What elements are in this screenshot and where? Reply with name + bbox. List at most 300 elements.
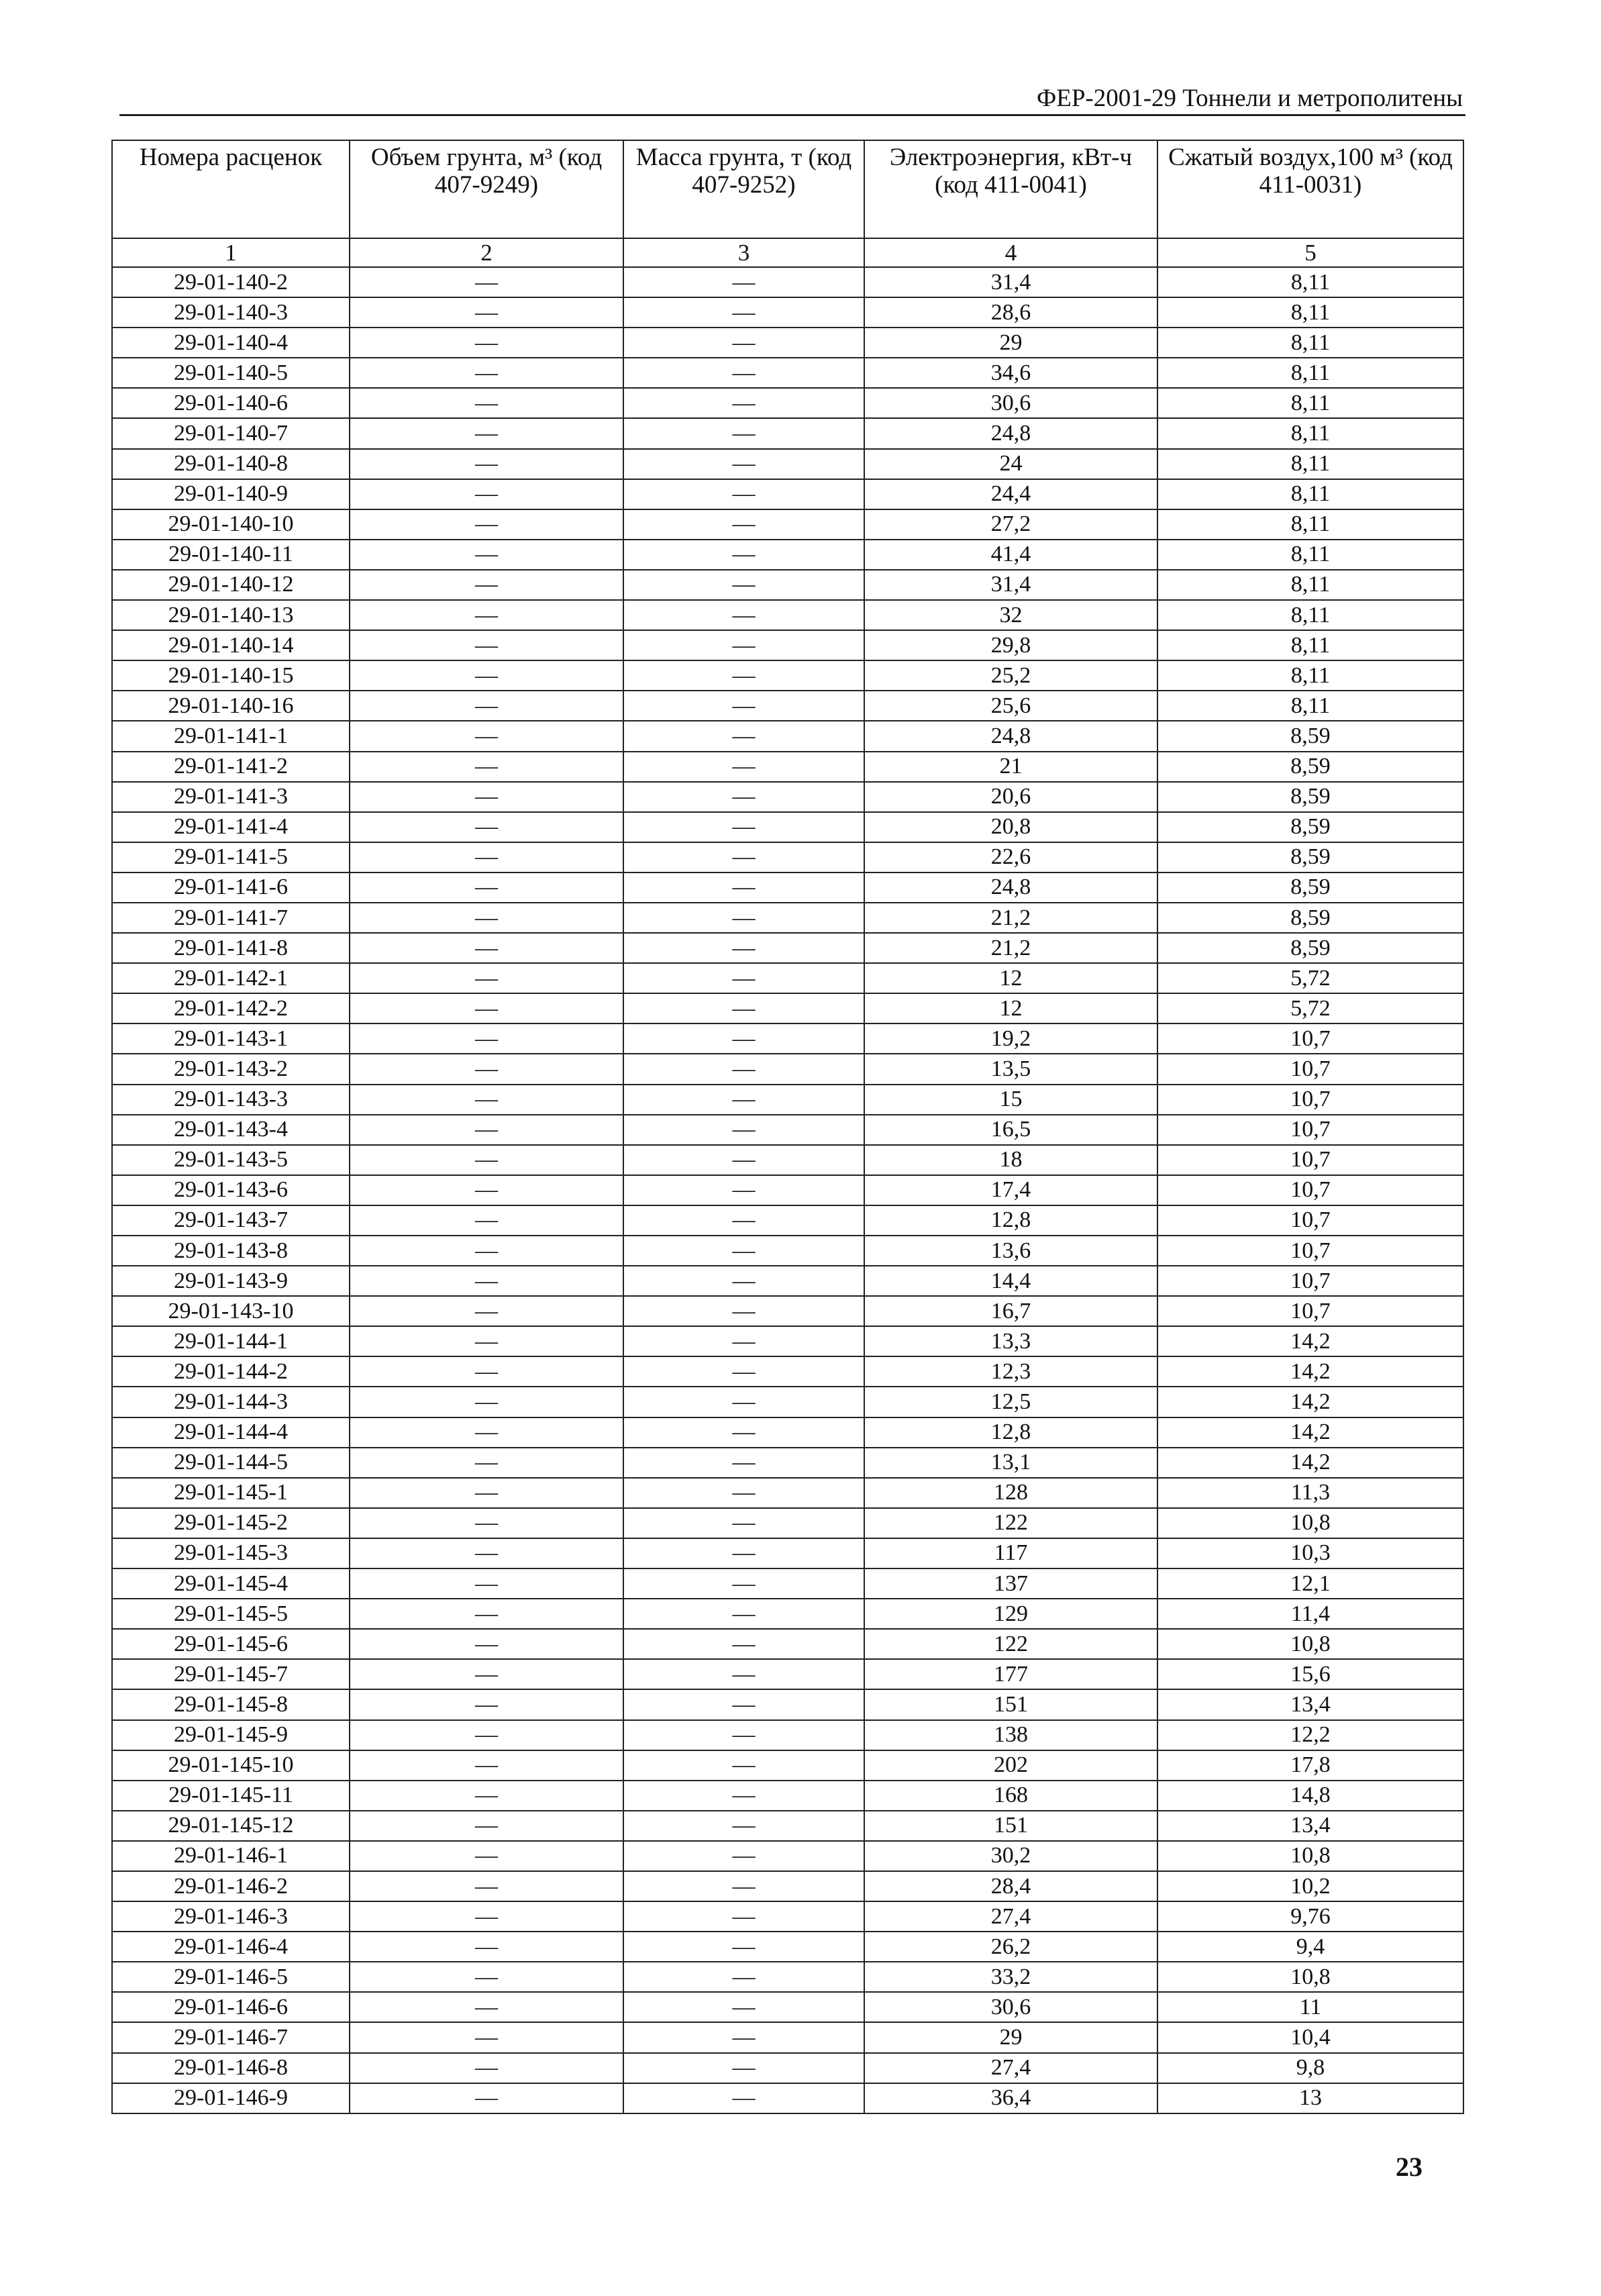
rate-number-cell: 29-01-146-5 xyxy=(112,1962,350,1992)
electricity-cell: 12 xyxy=(864,993,1157,1024)
table-row xyxy=(112,1145,1463,1175)
soil-volume-cell: — xyxy=(350,2083,623,2113)
rate-number-cell: 29-01-140-11 xyxy=(112,540,350,570)
table-row xyxy=(112,993,1463,1024)
rate-number-cell: 29-01-143-6 xyxy=(112,1175,350,1205)
compressed-air-cell: 10,7 xyxy=(1157,1115,1463,1145)
rate-number-cell: 29-01-141-3 xyxy=(112,782,350,812)
soil-mass-cell: — xyxy=(623,1720,864,1750)
compressed-air-cell: 8,11 xyxy=(1157,297,1463,328)
soil-mass-cell: — xyxy=(623,993,864,1024)
soil-mass-cell: — xyxy=(623,721,864,751)
table-row xyxy=(112,1115,1463,1145)
table-row xyxy=(112,1811,1463,1841)
electricity-cell: 33,2 xyxy=(864,1962,1157,1992)
rate-number-cell: 29-01-143-4 xyxy=(112,1115,350,1145)
electricity-cell: 30,2 xyxy=(864,1841,1157,1871)
soil-mass-cell: — xyxy=(623,1417,864,1448)
compressed-air-cell: 10,7 xyxy=(1157,1085,1463,1115)
rate-number-cell: 29-01-140-6 xyxy=(112,388,350,418)
rate-number-cell: 29-01-143-9 xyxy=(112,1266,350,1296)
rate-number-cell: 29-01-140-3 xyxy=(112,297,350,328)
soil-volume-cell: — xyxy=(350,1750,623,1781)
soil-volume-cell: — xyxy=(350,812,623,842)
electricity-cell: 26,2 xyxy=(864,1932,1157,1962)
soil-mass-cell: — xyxy=(623,1024,864,1054)
rate-number-cell: 29-01-140-16 xyxy=(112,691,350,721)
soil-volume-cell: — xyxy=(350,903,623,933)
rate-number-cell: 29-01-140-10 xyxy=(112,509,350,540)
electricity-cell: 31,4 xyxy=(864,267,1157,297)
electricity-cell: 36,4 xyxy=(864,2083,1157,2113)
header-rule xyxy=(119,114,1465,116)
table-row xyxy=(112,1841,1463,1871)
soil-mass-cell: — xyxy=(623,1296,864,1326)
table-row xyxy=(112,1508,1463,1538)
soil-volume-cell: — xyxy=(350,1781,623,1811)
rate-number-cell: 29-01-146-9 xyxy=(112,2083,350,2113)
table-row xyxy=(112,388,1463,418)
table-row xyxy=(112,872,1463,903)
table-row xyxy=(112,721,1463,751)
compressed-air-cell: 8,59 xyxy=(1157,721,1463,751)
soil-mass-cell: — xyxy=(623,1266,864,1296)
table-row xyxy=(112,1901,1463,1932)
table-row xyxy=(112,358,1463,388)
compressed-air-cell: 8,11 xyxy=(1157,388,1463,418)
table-row xyxy=(112,1720,1463,1750)
soil-mass-cell: — xyxy=(623,1750,864,1781)
table-row xyxy=(112,1024,1463,1054)
soil-volume-cell: — xyxy=(350,691,623,721)
compressed-air-cell: 8,11 xyxy=(1157,660,1463,691)
electricity-cell: 24,8 xyxy=(864,872,1157,903)
table-row xyxy=(112,812,1463,842)
compressed-air-cell: 8,59 xyxy=(1157,752,1463,782)
soil-mass-cell: — xyxy=(623,691,864,721)
rate-number-cell: 29-01-143-5 xyxy=(112,1145,350,1175)
soil-mass-cell: — xyxy=(623,1508,864,1538)
rate-number-cell: 29-01-145-3 xyxy=(112,1538,350,1568)
soil-volume-cell: — xyxy=(350,1720,623,1750)
soil-mass-cell: — xyxy=(623,1478,864,1508)
soil-volume-cell: — xyxy=(350,1841,623,1871)
soil-mass-cell: — xyxy=(623,872,864,903)
compressed-air-cell: 8,11 xyxy=(1157,449,1463,479)
soil-volume-cell: — xyxy=(350,933,623,963)
rate-number-cell: 29-01-143-8 xyxy=(112,1236,350,1266)
rate-number-cell: 29-01-145-11 xyxy=(112,1781,350,1811)
electricity-cell: 19,2 xyxy=(864,1024,1157,1054)
rate-number-cell: 29-01-141-2 xyxy=(112,752,350,782)
rate-number-cell: 29-01-144-2 xyxy=(112,1356,350,1387)
soil-mass-cell: — xyxy=(623,570,864,600)
table-row xyxy=(112,752,1463,782)
compressed-air-cell: 10,8 xyxy=(1157,1841,1463,1871)
rate-number-cell: 29-01-145-5 xyxy=(112,1599,350,1629)
table-row xyxy=(112,600,1463,630)
soil-volume-cell: — xyxy=(350,449,623,479)
electricity-cell: 117 xyxy=(864,1538,1157,1568)
soil-volume-cell: — xyxy=(350,418,623,448)
column-header-rate-number: Номера расценок xyxy=(112,140,350,238)
soil-volume-cell: — xyxy=(350,2022,623,2052)
soil-mass-cell: — xyxy=(623,1387,864,1417)
soil-volume-cell: — xyxy=(350,1538,623,1568)
soil-volume-cell: — xyxy=(350,1932,623,1962)
soil-volume-cell: — xyxy=(350,782,623,812)
compressed-air-cell: 8,59 xyxy=(1157,872,1463,903)
soil-volume-cell: — xyxy=(350,1478,623,1508)
soil-volume-cell: — xyxy=(350,1085,623,1115)
electricity-cell: 16,7 xyxy=(864,1296,1157,1326)
table-row xyxy=(112,933,1463,963)
table-row xyxy=(112,903,1463,933)
soil-mass-cell: — xyxy=(623,1689,864,1719)
rate-number-cell: 29-01-145-9 xyxy=(112,1720,350,1750)
compressed-air-cell: 8,59 xyxy=(1157,933,1463,963)
table-row xyxy=(112,1387,1463,1417)
soil-mass-cell: — xyxy=(623,933,864,963)
soil-volume-cell: — xyxy=(350,1387,623,1417)
electricity-cell: 34,6 xyxy=(864,358,1157,388)
rates-table xyxy=(111,140,1464,2114)
compressed-air-cell: 8,11 xyxy=(1157,509,1463,540)
page-number: 23 xyxy=(1396,2152,1423,2182)
table-row xyxy=(112,1932,1463,1962)
rate-number-cell: 29-01-143-7 xyxy=(112,1205,350,1236)
soil-mass-cell: — xyxy=(623,842,864,872)
rate-number-cell: 29-01-142-1 xyxy=(112,963,350,993)
soil-volume-cell: — xyxy=(350,1236,623,1266)
soil-mass-cell: — xyxy=(623,1629,864,1659)
electricity-cell: 20,6 xyxy=(864,782,1157,812)
electricity-cell: 21 xyxy=(864,752,1157,782)
rate-number-cell: 29-01-140-9 xyxy=(112,479,350,509)
compressed-air-cell: 10,4 xyxy=(1157,2022,1463,2052)
compressed-air-cell: 5,72 xyxy=(1157,963,1463,993)
compressed-air-cell: 10,7 xyxy=(1157,1175,1463,1205)
soil-volume-cell: — xyxy=(350,721,623,751)
rate-number-cell: 29-01-144-5 xyxy=(112,1448,350,1478)
compressed-air-cell: 8,11 xyxy=(1157,418,1463,448)
table-row xyxy=(112,2022,1463,2052)
soil-mass-cell: — xyxy=(623,418,864,448)
electricity-cell: 29,8 xyxy=(864,630,1157,660)
table-row xyxy=(112,1054,1463,1084)
compressed-air-cell: 11,3 xyxy=(1157,1478,1463,1508)
table-row xyxy=(112,782,1463,812)
compressed-air-cell: 10,7 xyxy=(1157,1266,1463,1296)
soil-volume-cell: — xyxy=(350,1901,623,1932)
soil-volume-cell: — xyxy=(350,2053,623,2083)
soil-mass-cell: — xyxy=(623,903,864,933)
electricity-cell: 32 xyxy=(864,600,1157,630)
table-row xyxy=(112,418,1463,448)
compressed-air-cell: 8,11 xyxy=(1157,600,1463,630)
soil-mass-cell: — xyxy=(623,540,864,570)
electricity-cell: 12,8 xyxy=(864,1205,1157,1236)
soil-volume-cell: — xyxy=(350,328,623,358)
rate-number-cell: 29-01-145-4 xyxy=(112,1568,350,1599)
electricity-cell: 12,8 xyxy=(864,1417,1157,1448)
soil-volume-cell: — xyxy=(350,600,623,630)
electricity-cell: 13,1 xyxy=(864,1448,1157,1478)
rate-number-cell: 29-01-141-1 xyxy=(112,721,350,751)
rate-number-cell: 29-01-146-1 xyxy=(112,1841,350,1871)
table-row xyxy=(112,570,1463,600)
electricity-cell: 27,4 xyxy=(864,1901,1157,1932)
soil-volume-cell: — xyxy=(350,1054,623,1084)
table-row xyxy=(112,1599,1463,1629)
soil-volume-cell: — xyxy=(350,267,623,297)
soil-volume-cell: — xyxy=(350,358,623,388)
rate-number-cell: 29-01-146-8 xyxy=(112,2053,350,2083)
column-header-soil-volume: Объем грунта, м³ (код 407-9249) xyxy=(350,140,623,238)
rate-number-cell: 29-01-144-1 xyxy=(112,1326,350,1356)
table-row xyxy=(112,1992,1463,2022)
table-row xyxy=(112,1266,1463,1296)
soil-volume-cell: — xyxy=(350,1629,623,1659)
soil-volume-cell: — xyxy=(350,1145,623,1175)
electricity-cell: 28,4 xyxy=(864,1871,1157,1901)
soil-volume-cell: — xyxy=(350,630,623,660)
table-row xyxy=(112,1326,1463,1356)
rate-number-cell: 29-01-145-12 xyxy=(112,1811,350,1841)
table-row xyxy=(112,1659,1463,1689)
soil-volume-cell: — xyxy=(350,1417,623,1448)
soil-volume-cell: — xyxy=(350,540,623,570)
table-row xyxy=(112,1296,1463,1326)
rate-number-cell: 29-01-146-3 xyxy=(112,1901,350,1932)
soil-mass-cell: — xyxy=(623,660,864,691)
soil-mass-cell: — xyxy=(623,449,864,479)
rate-number-cell: 29-01-145-1 xyxy=(112,1478,350,1508)
rate-number-cell: 29-01-145-6 xyxy=(112,1629,350,1659)
soil-mass-cell: — xyxy=(623,1356,864,1387)
rate-number-cell: 29-01-141-7 xyxy=(112,903,350,933)
electricity-cell: 151 xyxy=(864,1689,1157,1719)
soil-volume-cell: — xyxy=(350,1175,623,1205)
table-row xyxy=(112,479,1463,509)
table-row xyxy=(112,1175,1463,1205)
soil-mass-cell: — xyxy=(623,1085,864,1115)
compressed-air-cell: 8,11 xyxy=(1157,267,1463,297)
compressed-air-cell: 14,2 xyxy=(1157,1448,1463,1478)
electricity-cell: 24,8 xyxy=(864,721,1157,751)
soil-volume-cell: — xyxy=(350,1448,623,1478)
table-row xyxy=(112,2083,1463,2113)
table-body xyxy=(112,267,1463,2113)
soil-volume-cell: — xyxy=(350,509,623,540)
table-row xyxy=(112,267,1463,297)
rate-number-cell: 29-01-143-10 xyxy=(112,1296,350,1326)
soil-volume-cell: — xyxy=(350,963,623,993)
soil-volume-cell: — xyxy=(350,993,623,1024)
electricity-cell: 168 xyxy=(864,1781,1157,1811)
compressed-air-cell: 14,2 xyxy=(1157,1326,1463,1356)
electricity-cell: 13,6 xyxy=(864,1236,1157,1266)
electricity-cell: 15 xyxy=(864,1085,1157,1115)
table-row xyxy=(112,1205,1463,1236)
electricity-cell: 29 xyxy=(864,328,1157,358)
compressed-air-cell: 10,7 xyxy=(1157,1236,1463,1266)
electricity-cell: 12 xyxy=(864,963,1157,993)
compressed-air-cell: 5,72 xyxy=(1157,993,1463,1024)
electricity-cell: 21,2 xyxy=(864,903,1157,933)
rate-number-cell: 29-01-145-2 xyxy=(112,1508,350,1538)
soil-mass-cell: — xyxy=(623,1448,864,1478)
electricity-cell: 24 xyxy=(864,449,1157,479)
soil-mass-cell: — xyxy=(623,1932,864,1962)
compressed-air-cell: 8,11 xyxy=(1157,328,1463,358)
electricity-cell: 22,6 xyxy=(864,842,1157,872)
electricity-cell: 138 xyxy=(864,1720,1157,1750)
soil-mass-cell: — xyxy=(623,1841,864,1871)
table-row xyxy=(112,328,1463,358)
column-header-soil-mass: Масса грунта, т (код 407-9252) xyxy=(623,140,864,238)
table-row xyxy=(112,1871,1463,1901)
compressed-air-cell: 8,11 xyxy=(1157,691,1463,721)
table-row xyxy=(112,1689,1463,1719)
compressed-air-cell: 10,8 xyxy=(1157,1962,1463,1992)
compressed-air-cell: 13 xyxy=(1157,2083,1463,2113)
soil-volume-cell: — xyxy=(350,872,623,903)
soil-mass-cell: — xyxy=(623,1054,864,1084)
soil-mass-cell: — xyxy=(623,1175,864,1205)
table-row xyxy=(112,540,1463,570)
rate-number-cell: 29-01-140-8 xyxy=(112,449,350,479)
compressed-air-cell: 10,7 xyxy=(1157,1296,1463,1326)
electricity-cell: 16,5 xyxy=(864,1115,1157,1145)
soil-mass-cell: — xyxy=(623,1115,864,1145)
electricity-cell: 129 xyxy=(864,1599,1157,1629)
column-header-electricity: Электроэнергия, кВт-ч (код 411-0041) xyxy=(864,140,1157,238)
column-number: 5 xyxy=(1157,238,1463,267)
table-row xyxy=(112,1629,1463,1659)
electricity-cell: 31,4 xyxy=(864,570,1157,600)
soil-mass-cell: — xyxy=(623,358,864,388)
rate-number-cell: 29-01-141-6 xyxy=(112,872,350,903)
table-row xyxy=(112,1962,1463,1992)
soil-mass-cell: — xyxy=(623,1538,864,1568)
rate-number-cell: 29-01-140-13 xyxy=(112,600,350,630)
rate-number-cell: 29-01-145-7 xyxy=(112,1659,350,1689)
table-row xyxy=(112,963,1463,993)
rate-number-cell: 29-01-146-6 xyxy=(112,1992,350,2022)
soil-volume-cell: — xyxy=(350,1024,623,1054)
soil-mass-cell: — xyxy=(623,1992,864,2022)
rate-number-cell: 29-01-144-3 xyxy=(112,1387,350,1417)
table-row xyxy=(112,1236,1463,1266)
electricity-cell: 13,3 xyxy=(864,1326,1157,1356)
electricity-cell: 24,4 xyxy=(864,479,1157,509)
rate-number-cell: 29-01-140-5 xyxy=(112,358,350,388)
electricity-cell: 17,4 xyxy=(864,1175,1157,1205)
rate-number-cell: 29-01-143-1 xyxy=(112,1024,350,1054)
soil-mass-cell: — xyxy=(623,479,864,509)
rate-number-cell: 29-01-141-4 xyxy=(112,812,350,842)
soil-mass-cell: — xyxy=(623,2022,864,2052)
rate-number-cell: 29-01-144-4 xyxy=(112,1417,350,1448)
electricity-cell: 18 xyxy=(864,1145,1157,1175)
rate-number-cell: 29-01-145-8 xyxy=(112,1689,350,1719)
table-row xyxy=(112,691,1463,721)
electricity-cell: 12,5 xyxy=(864,1387,1157,1417)
electricity-cell: 137 xyxy=(864,1568,1157,1599)
compressed-air-cell: 12,1 xyxy=(1157,1568,1463,1599)
soil-mass-cell: — xyxy=(623,267,864,297)
compressed-air-cell: 8,11 xyxy=(1157,358,1463,388)
compressed-air-cell: 8,11 xyxy=(1157,630,1463,660)
compressed-air-cell: 10,7 xyxy=(1157,1205,1463,1236)
column-number: 3 xyxy=(623,238,864,267)
table-row xyxy=(112,297,1463,328)
column-header-compressed-air: Сжатый воздух,100 м³ (код 411-0031) xyxy=(1157,140,1463,238)
electricity-cell: 12,3 xyxy=(864,1356,1157,1387)
running-header-title: ФЕР-2001-29 Тоннели и метрополитены xyxy=(1037,85,1463,112)
rate-number-cell: 29-01-140-14 xyxy=(112,630,350,660)
soil-mass-cell: — xyxy=(623,2083,864,2113)
soil-volume-cell: — xyxy=(350,1992,623,2022)
soil-mass-cell: — xyxy=(623,1326,864,1356)
electricity-cell: 25,2 xyxy=(864,660,1157,691)
electricity-cell: 25,6 xyxy=(864,691,1157,721)
soil-mass-cell: — xyxy=(623,1568,864,1599)
table-row xyxy=(112,1568,1463,1599)
compressed-air-cell: 8,11 xyxy=(1157,540,1463,570)
compressed-air-cell: 9,8 xyxy=(1157,2053,1463,2083)
compressed-air-cell: 13,4 xyxy=(1157,1689,1463,1719)
compressed-air-cell: 17,8 xyxy=(1157,1750,1463,1781)
electricity-cell: 21,2 xyxy=(864,933,1157,963)
electricity-cell: 20,8 xyxy=(864,812,1157,842)
compressed-air-cell: 10,8 xyxy=(1157,1629,1463,1659)
table-row xyxy=(112,660,1463,691)
electricity-cell: 151 xyxy=(864,1811,1157,1841)
electricity-cell: 30,6 xyxy=(864,1992,1157,2022)
table-row xyxy=(112,1781,1463,1811)
electricity-cell: 202 xyxy=(864,1750,1157,1781)
soil-mass-cell: — xyxy=(623,2053,864,2083)
compressed-air-cell: 10,3 xyxy=(1157,1538,1463,1568)
soil-volume-cell: — xyxy=(350,1811,623,1841)
table-row xyxy=(112,449,1463,479)
compressed-air-cell: 9,4 xyxy=(1157,1932,1463,1962)
soil-mass-cell: — xyxy=(623,1599,864,1629)
soil-volume-cell: — xyxy=(350,297,623,328)
soil-mass-cell: — xyxy=(623,1781,864,1811)
soil-mass-cell: — xyxy=(623,600,864,630)
soil-volume-cell: — xyxy=(350,1296,623,1326)
soil-mass-cell: — xyxy=(623,752,864,782)
compressed-air-cell: 8,59 xyxy=(1157,812,1463,842)
table-row xyxy=(112,1478,1463,1508)
rate-number-cell: 29-01-140-15 xyxy=(112,660,350,691)
compressed-air-cell: 14,2 xyxy=(1157,1356,1463,1387)
soil-volume-cell: — xyxy=(350,1689,623,1719)
compressed-air-cell: 12,2 xyxy=(1157,1720,1463,1750)
rate-number-cell: 29-01-140-4 xyxy=(112,328,350,358)
soil-volume-cell: — xyxy=(350,1962,623,1992)
soil-mass-cell: — xyxy=(623,782,864,812)
compressed-air-cell: 10,8 xyxy=(1157,1508,1463,1538)
soil-volume-cell: — xyxy=(350,842,623,872)
soil-mass-cell: — xyxy=(623,1871,864,1901)
compressed-air-cell: 8,11 xyxy=(1157,479,1463,509)
compressed-air-cell: 15,6 xyxy=(1157,1659,1463,1689)
soil-volume-cell: — xyxy=(350,388,623,418)
